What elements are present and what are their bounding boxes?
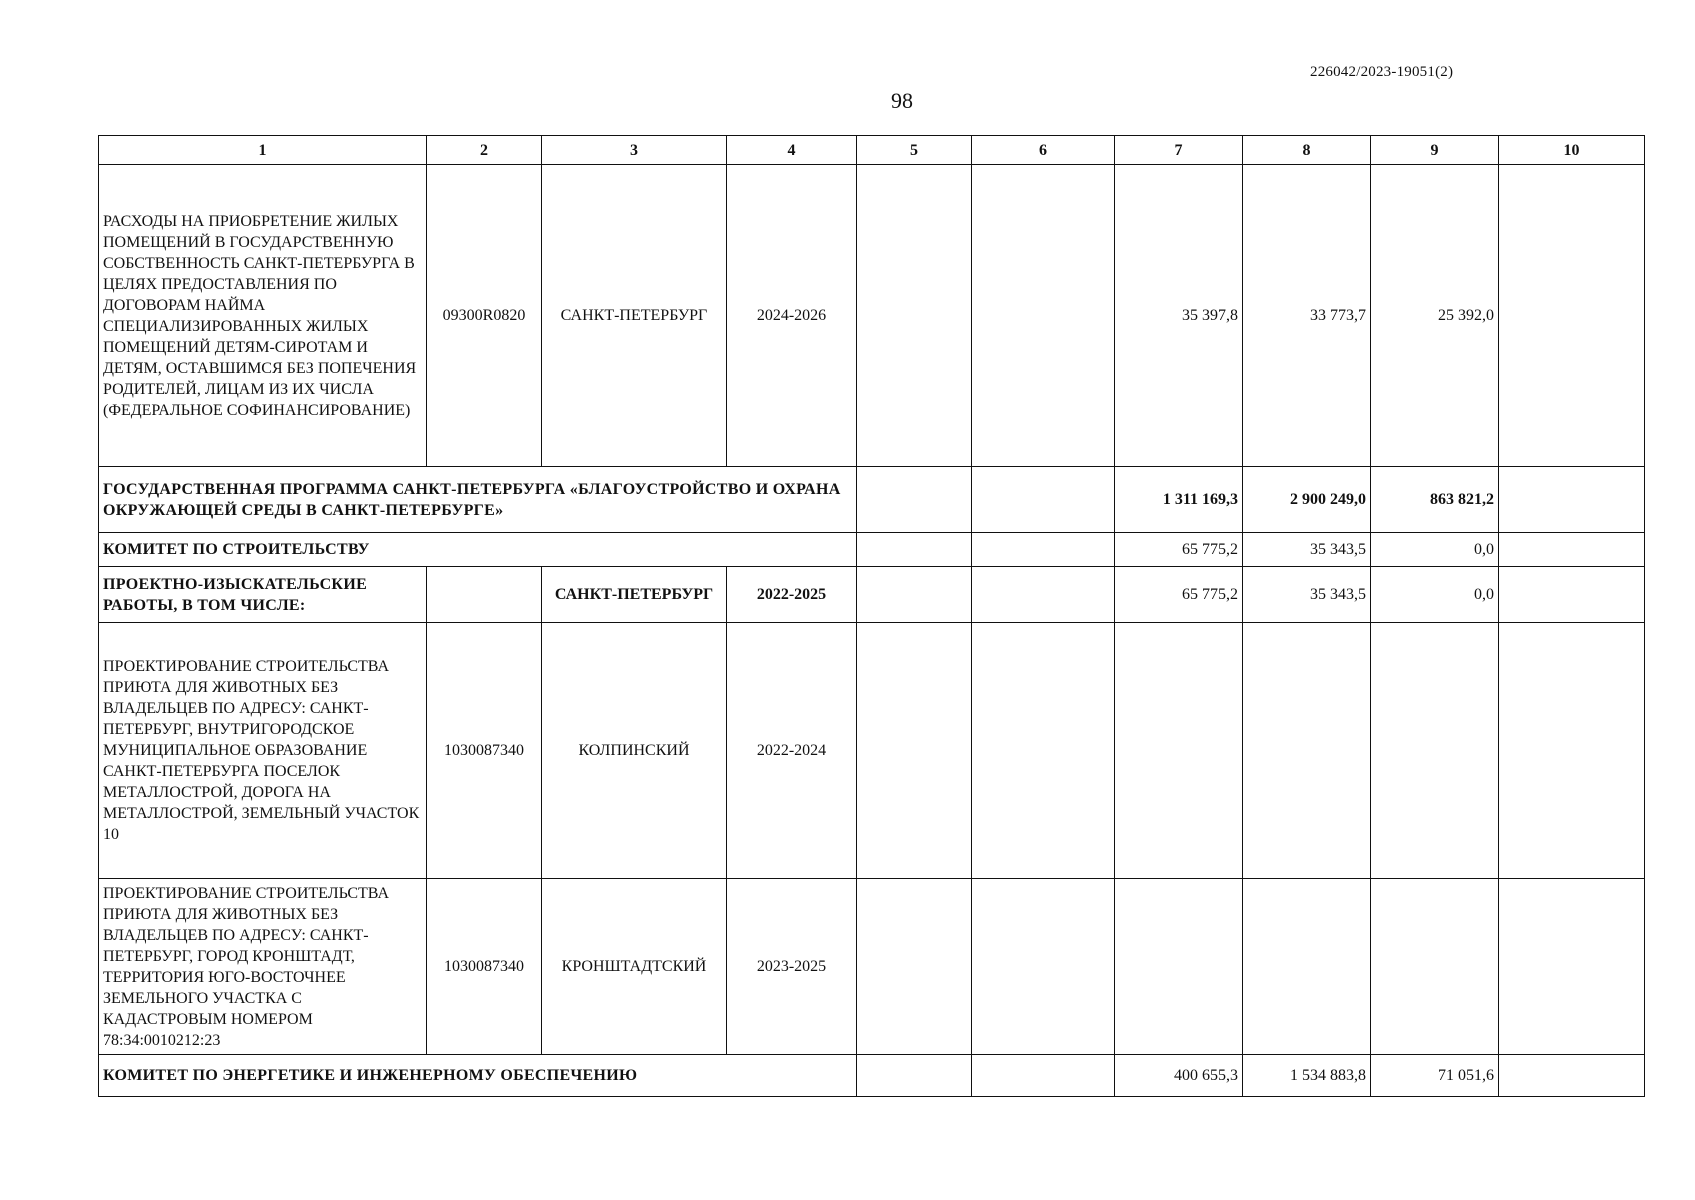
row-name: КОМИТЕТ ПО СТРОИТЕЛЬСТВУ <box>99 533 857 567</box>
row-period: 2022-2025 <box>727 567 857 623</box>
row-code: 09300R0820 <box>427 165 542 467</box>
row-value-9: 71 051,6 <box>1371 1055 1499 1097</box>
column-header: 7 <box>1115 136 1243 165</box>
empty-cell <box>857 567 972 623</box>
column-header: 10 <box>1499 136 1645 165</box>
row-name: ПРОЕКТИРОВАНИЕ СТРОИТЕЛЬСТВА ПРИЮТА ДЛЯ ЖИВОТНЫХ БЕЗ ВЛАДЕЛЬЦЕВ ПО АДРЕСУ: САНКТ-ПЕТЕРБУРГ, ГОРОД КРОНШТАДТ, ТЕРРИТОРИЯ ЮГО-ВОСТОЧНЕЕ ЗЕМЕЛЬНОГО УЧАСТКА С КАДАСТРОВЫМ НОМЕРОМ 78:34:0010212:23 <box>99 879 427 1055</box>
page-number: 98 <box>891 88 913 113</box>
row-name: РАСХОДЫ НА ПРИОБРЕТЕНИЕ ЖИЛЫХ ПОМЕЩЕНИЙ В ГОСУДАРСТВЕННУЮ СОБСТВЕННОСТЬ САНКТ-ПЕТЕРБУРГА В ЦЕЛЯХ ПРЕДОСТАВЛЕНИЯ ПО ДОГОВОРАМ НАЙМА СПЕЦИАЛИЗИРОВАННЫХ ЖИЛЫХ ПОМЕЩЕНИЙ ДЕТЯМ-СИРОТАМ И ДЕТЯМ, ОСТАВШИМСЯ БЕЗ ПОПЕЧЕНИЯ РОДИТЕЛЕЙ, ЛИЦАМ ИЗ ИХ ЧИСЛА (ФЕДЕРАЛЬНОЕ СОФИНАНСИРОВАНИЕ) <box>99 165 427 467</box>
column-header: 4 <box>727 136 857 165</box>
row-code: 1030087340 <box>427 623 542 879</box>
empty-cell <box>1115 879 1243 1055</box>
empty-cell <box>972 623 1115 879</box>
table-row <box>99 165 1645 467</box>
empty-cell <box>972 1055 1115 1097</box>
empty-cell <box>1115 623 1243 879</box>
row-name: КОМИТЕТ ПО ЭНЕРГЕТИКЕ И ИНЖЕНЕРНОМУ ОБЕСПЕЧЕНИЮ <box>99 1055 857 1097</box>
row-value-7: 65 775,2 <box>1115 533 1243 567</box>
empty-cell <box>972 533 1115 567</box>
table-row <box>99 1055 1645 1097</box>
empty-cell <box>1499 467 1645 533</box>
empty-cell <box>1499 533 1645 567</box>
row-district: САНКТ-ПЕТЕРБУРГ <box>542 567 727 623</box>
row-period: 2024-2026 <box>727 165 857 467</box>
empty-cell <box>972 165 1115 467</box>
budget-table <box>98 135 1645 1097</box>
empty-cell <box>857 623 972 879</box>
row-value-7: 35 397,8 <box>1115 165 1243 467</box>
empty-cell <box>857 165 972 467</box>
row-value-8: 2 900 249,0 <box>1243 467 1371 533</box>
empty-cell <box>857 533 972 567</box>
row-value-9: 863 821,2 <box>1371 467 1499 533</box>
row-value-9: 0,0 <box>1371 533 1499 567</box>
row-value-7: 1 311 169,3 <box>1115 467 1243 533</box>
column-header: 3 <box>542 136 727 165</box>
column-header: 9 <box>1371 136 1499 165</box>
empty-cell <box>1371 623 1499 879</box>
row-period: 2022-2024 <box>727 623 857 879</box>
row-district: КОЛПИНСКИЙ <box>542 623 727 879</box>
row-district: САНКТ-ПЕТЕРБУРГ <box>542 165 727 467</box>
row-name: ПРОЕКТНО-ИЗЫСКАТЕЛЬСКИЕ РАБОТЫ, В ТОМ ЧИСЛЕ: <box>99 567 427 623</box>
empty-cell <box>1499 567 1645 623</box>
column-header: 2 <box>427 136 542 165</box>
column-number-row <box>99 136 1645 165</box>
row-value-9: 25 392,0 <box>1371 165 1499 467</box>
column-header: 8 <box>1243 136 1371 165</box>
empty-cell <box>857 879 972 1055</box>
empty-cell <box>1499 1055 1645 1097</box>
row-name: ГОСУДАРСТВЕННАЯ ПРОГРАММА САНКТ-ПЕТЕРБУРГА «БЛАГОУСТРОЙСТВО И ОХРАНА ОКРУЖАЮЩЕЙ СРЕДЫ В САНКТ-ПЕТЕРБУРГЕ» <box>99 467 857 533</box>
empty-cell <box>427 567 542 623</box>
row-value-7: 400 655,3 <box>1115 1055 1243 1097</box>
empty-cell <box>972 879 1115 1055</box>
table-row <box>99 467 1645 533</box>
row-code: 1030087340 <box>427 879 542 1055</box>
row-value-8: 35 343,5 <box>1243 533 1371 567</box>
table-row <box>99 567 1645 623</box>
row-value-8: 33 773,7 <box>1243 165 1371 467</box>
empty-cell <box>1243 879 1371 1055</box>
row-value-8: 35 343,5 <box>1243 567 1371 623</box>
row-name: ПРОЕКТИРОВАНИЕ СТРОИТЕЛЬСТВА ПРИЮТА ДЛЯ ЖИВОТНЫХ БЕЗ ВЛАДЕЛЬЦЕВ ПО АДРЕСУ: САНКТ-ПЕТЕРБУРГ, ВНУТРИГОРОДСКОЕ МУНИЦИПАЛЬНОЕ ОБРАЗОВАНИЕ САНКТ-ПЕТЕРБУРГА ПОСЕЛОК МЕТАЛЛОСТРОЙ, ДОРОГА НА МЕТАЛЛОСТРОЙ, ЗЕМЕЛЬНЫЙ УЧАСТОК 10 <box>99 623 427 879</box>
row-value-7: 65 775,2 <box>1115 567 1243 623</box>
empty-cell <box>972 567 1115 623</box>
empty-cell <box>1499 623 1645 879</box>
column-header: 6 <box>972 136 1115 165</box>
empty-cell <box>972 467 1115 533</box>
row-period: 2023-2025 <box>727 879 857 1055</box>
empty-cell <box>1243 623 1371 879</box>
row-district: КРОНШТАДТСКИЙ <box>542 879 727 1055</box>
empty-cell <box>1499 165 1645 467</box>
column-header: 5 <box>857 136 972 165</box>
row-value-9: 0,0 <box>1371 567 1499 623</box>
row-value-8: 1 534 883,8 <box>1243 1055 1371 1097</box>
table-row <box>99 623 1645 879</box>
empty-cell <box>1499 879 1645 1055</box>
empty-cell <box>857 467 972 533</box>
table-row <box>99 879 1645 1055</box>
empty-cell <box>1371 879 1499 1055</box>
empty-cell <box>857 1055 972 1097</box>
document-id: 226042/2023-19051(2) <box>1310 64 1454 80</box>
column-header: 1 <box>99 136 427 165</box>
table-row <box>99 533 1645 567</box>
